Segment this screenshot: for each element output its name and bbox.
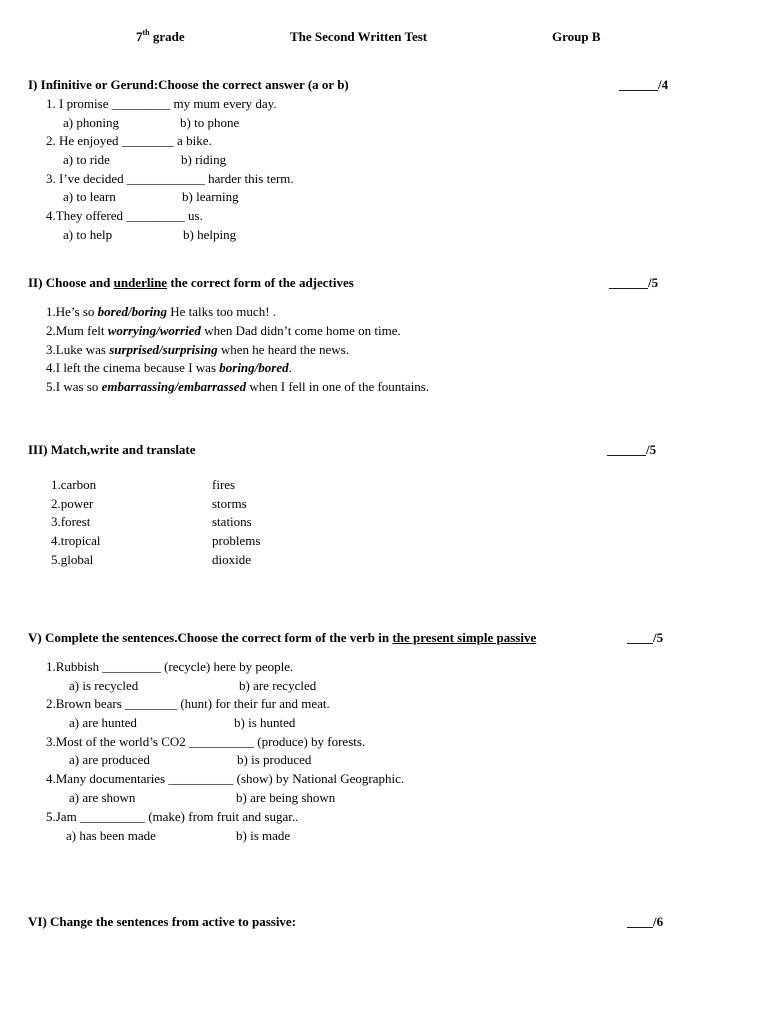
s2-item-3: 3.Luke was surprised/surprising when he heard the news. bbox=[46, 342, 349, 357]
s1-q2: 2. He enjoyed ________ a bike. bbox=[46, 133, 212, 148]
s5-q1: 1.Rubbish _________ (recycle) here by people. bbox=[46, 659, 294, 674]
s3-left-2: 2.power bbox=[51, 496, 94, 511]
s3-left-1: 1.carbon bbox=[51, 477, 97, 492]
s5-q2-option-a: a) are hunted bbox=[69, 715, 137, 730]
s5-q4: 4.Many documentaries __________ (show) by National Geographic. bbox=[46, 771, 405, 786]
s5-q3: 3.Most of the world’s CO2 __________ (produce) by forests. bbox=[46, 734, 366, 749]
section-2-score: ______/5 bbox=[609, 275, 659, 290]
s2-item-4: 4.I left the cinema because I was boring/bored. bbox=[46, 360, 292, 375]
s1-q1: 1. I promise _________ my mum every day. bbox=[46, 96, 277, 111]
section-3-title: III) Match,write and translate bbox=[28, 442, 196, 457]
s3-right-3: stations bbox=[212, 514, 252, 529]
s2-item-2: 2.Mum felt worrying/worried when Dad didn’t come home on time. bbox=[46, 323, 401, 338]
s3-left-4: 4.tropical bbox=[51, 533, 101, 548]
s5-q4-option-a: a) are shown bbox=[69, 790, 136, 805]
s1-q1-option-a: a) phoning bbox=[63, 115, 119, 130]
grade-label: 7th grade bbox=[136, 28, 185, 44]
section-2-title: II) Choose and underline the correct form of the adjectives bbox=[28, 275, 354, 290]
s5-q2-option-b: b) is hunted bbox=[234, 715, 296, 730]
s5-q4-option-b: b) are being shown bbox=[236, 790, 336, 805]
s3-right-2: storms bbox=[212, 496, 247, 511]
s5-q5: 5.Jam __________ (make) from fruit and sugar.. bbox=[46, 809, 299, 824]
s1-q3: 3. I’ve decided ____________ harder this term. bbox=[46, 171, 294, 186]
s1-q2-option-a: a) to ride bbox=[63, 152, 110, 167]
s3-left-5: 5.global bbox=[51, 552, 94, 567]
test-title: The Second Written Test bbox=[290, 29, 428, 44]
section-3-score: ______/5 bbox=[607, 442, 657, 457]
s1-q2-option-b: b) riding bbox=[181, 152, 227, 167]
section-1-title: I) Infinitive or Gerund:Choose the correct answer (a or b) bbox=[28, 77, 349, 92]
s1-q1-option-b: b) to phone bbox=[180, 115, 240, 130]
section-1-score: ______/4 bbox=[619, 77, 669, 92]
s3-right-1: fires bbox=[212, 477, 236, 492]
s5-q5-option-b: b) is made bbox=[236, 828, 291, 843]
s1-q4: 4.They offered _________ us. bbox=[46, 208, 203, 223]
s1-q3-option-a: a) to learn bbox=[63, 189, 116, 204]
s1-q4-option-b: b) helping bbox=[183, 227, 237, 242]
s2-item-5: 5.I was so embarrassing/embarrassed when I fell in one of the fountains. bbox=[46, 379, 430, 394]
section-6-score: ____/6 bbox=[627, 914, 664, 929]
s2-item-1: 1.He’s so bored/boring He talks too much! . bbox=[46, 304, 277, 319]
section-5-title: V) Complete the sentences.Choose the correct form of the verb in the present simple passive bbox=[28, 630, 537, 645]
s5-q5-option-a: a) has been made bbox=[66, 828, 156, 843]
section-5-score: ____/5 bbox=[627, 630, 664, 645]
s5-q3-option-b: b) is produced bbox=[237, 752, 312, 767]
s5-q1-option-b: b) are recycled bbox=[239, 678, 317, 693]
s3-left-3: 3.forest bbox=[51, 514, 91, 529]
s5-q3-option-a: a) are produced bbox=[69, 752, 150, 767]
s3-right-4: problems bbox=[212, 533, 261, 548]
section-6-title: VI) Change the sentences from active to passive: bbox=[28, 914, 297, 929]
s5-q1-option-a: a) is recycled bbox=[69, 678, 139, 693]
s1-q4-option-a: a) to help bbox=[63, 227, 113, 242]
s3-right-5: dioxide bbox=[212, 552, 251, 567]
s1-q3-option-b: b) learning bbox=[182, 189, 239, 204]
s5-q2: 2.Brown bears ________ (hunt) for their fur and meat. bbox=[46, 696, 330, 711]
group-label: Group B bbox=[552, 29, 601, 44]
